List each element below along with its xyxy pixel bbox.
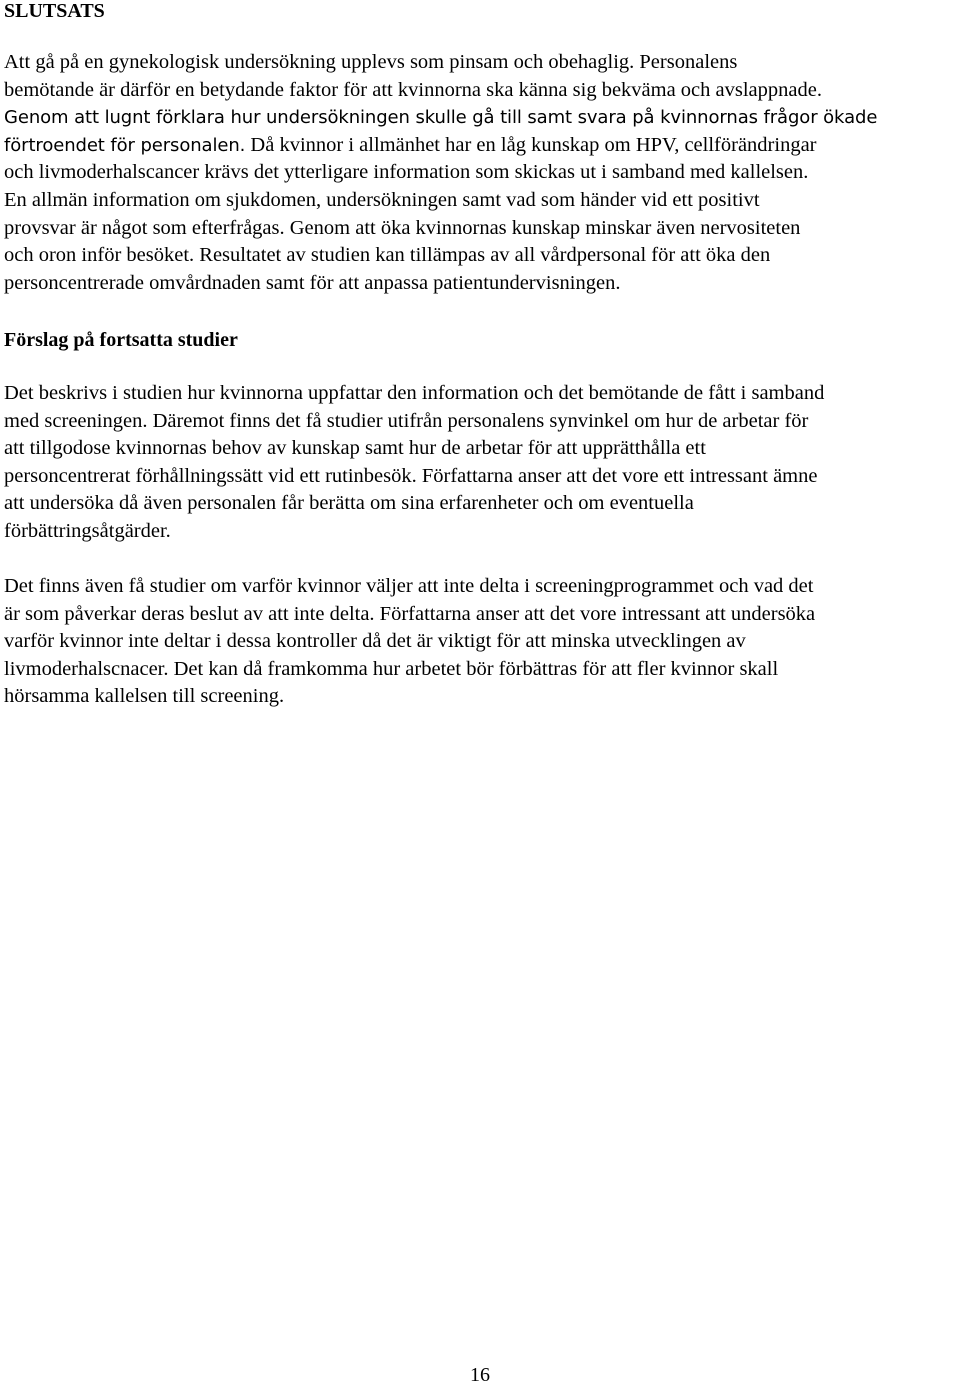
paragraph-line: hörsamma kallelsen till screening. bbox=[4, 685, 285, 708]
paragraph-line: Det finns även få studier om varför kvinnor väljer att inte delta i screeningprogrammet och vad det bbox=[4, 575, 814, 597]
text-line: Att gå på en gynekologisk undersökning upplevs som pinsam och obehaglig. Personalens bbox=[4, 51, 738, 73]
page-number: 16 bbox=[470, 1364, 490, 1386]
paragraph-line bbox=[4, 270, 877, 298]
text-line: Genom att lugnt förklara hur undersökningen skulle gå till samt svara på kvinnornas frågor ökade bbox=[4, 107, 878, 129]
paragraph-line bbox=[4, 242, 877, 270]
paragraph-line: förbättringsåtgärder. bbox=[4, 519, 171, 542]
conclusion-paragraph bbox=[4, 49, 877, 297]
text-line: och oron inför besöket. Resultatet av studien kan tillämpas av all vårdpersonal för att öka den bbox=[4, 244, 771, 267]
paragraph-line: Det beskrivs i studien hur kvinnorna uppfattar den information och det bemötande de fått i samband bbox=[4, 382, 825, 404]
paragraph-line bbox=[4, 49, 877, 77]
text-line: bemötande är därför en betydande faktor för att kvinnorna ska känna sig bekväma och avslappnade. bbox=[4, 78, 822, 101]
paragraph-line: med screeningen. Däremot finns det få studier utifrån personalens synvinkel om hur de arbetar för bbox=[4, 409, 809, 432]
paragraph-line bbox=[4, 104, 877, 132]
paragraph-line: varför kvinnor inte deltar i dessa kontroller då det är viktigt för att minska utvecklingen av bbox=[4, 630, 746, 653]
paragraph-line: att tillgodose kvinnornas behov av kunskap samt hur de arbetar för att upprätthålla ett bbox=[4, 437, 706, 460]
text-line: provsvar är något som efterfrågas. Genom att öka kvinnornas kunskap minskar även nervositeten bbox=[4, 216, 801, 239]
paragraph-line bbox=[4, 215, 877, 243]
paragraph-line: är som påverkar deras beslut av att inte delta. Författarna anser att det vore intressant att undersöka bbox=[4, 602, 816, 625]
further-studies-paragraph-1 bbox=[4, 380, 824, 546]
paragraph-line-mixed bbox=[4, 132, 877, 160]
text-line: En allmän information om sjukdomen, undersökningen samt vad som händer vid ett positivt bbox=[4, 188, 760, 211]
paragraph-line bbox=[4, 77, 877, 105]
paragraph-line bbox=[4, 159, 877, 187]
paragraph-line: att undersöka då även personalen får berätta om sina erfarenheter och om eventuella bbox=[4, 492, 694, 515]
paragraph-line: personcentrerat förhållningssätt vid ett rutinbesök. Författarna anser att det vore ett intressant ämne bbox=[4, 464, 818, 487]
section-heading-further-studies: Förslag på fortsatta studier bbox=[4, 329, 238, 351]
paragraph-line bbox=[4, 187, 877, 215]
text-line-sans-part: förtroendet för personalen. bbox=[4, 134, 246, 156]
text-line: och livmoderhalscancer krävs det ytterligare information som skickas ut i samband med kallelsen. bbox=[4, 161, 809, 184]
paragraph-line: livmoderhalscnacer. Det kan då framkomma hur arbetet bör förbättras för att fler kvinnor skall bbox=[4, 657, 779, 680]
text-line-serif-part: Då kvinnor i allmänhet har en låg kunskap om HPV, cellförändringar bbox=[245, 133, 817, 156]
text-line: personcentrerade omvårdnaden samt för att anpassa patientundervisningen. bbox=[4, 271, 621, 294]
section-heading-conclusion: SLUTSATS bbox=[4, 0, 105, 22]
further-studies-paragraph-2 bbox=[4, 573, 815, 711]
